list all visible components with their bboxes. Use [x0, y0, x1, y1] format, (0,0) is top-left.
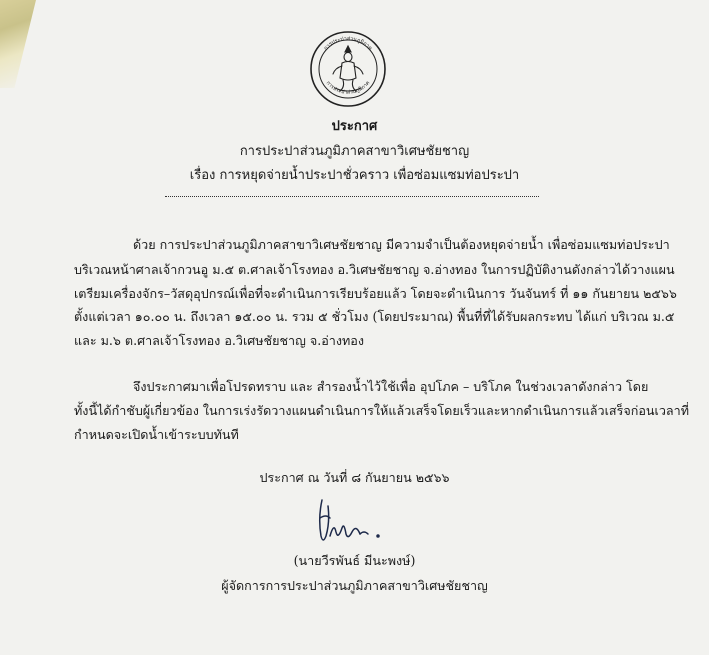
body-line: จึงประกาศมาเพื่อโปรดทราบ และ สำรองน้ำไว้ใช้เพื่อ อุปโภค – บริโภค ในช่วงเวลาดังกล่าว โดย: [133, 379, 649, 394]
announcement-subject: เรื่อง การหยุดจ่ายน้ำประปาชั่วคราว เพื่อซ่อมแซมท่อประปา: [189, 168, 520, 183]
body-line: บริเวณหน้าศาลเจ้ากวนอู ม.๕ ต.ศาลเจ้าโรงทอง อ.วิเศษชัยชาญ จ.อ่างทอง ในการปฏิบัติงานดังกล่าวได้วางแผน: [74, 262, 675, 277]
body-line: และ ม.๖ ต.ศาลเจ้าโรงทอง อ.วิเศษชัยชาญ จ.อ่างทอง: [74, 333, 365, 348]
organization-name: การประปาส่วนภูมิภาคสาขาวิเศษชัยชาญ: [239, 144, 470, 159]
body-line: ตั้งแต่เวลา ๑๐.๐๐ น. ถึงเวลา ๑๕.๐๐ น. รวม ๕ ชั่วโมง (โดยประมาณ) พื้นที่ที่ได้รับผลกระทบ ได้แก่ บริเวณ ม.๕: [74, 309, 675, 324]
announcement-date: ประกาศ ณ วันที่ ๘ กันยายน ๒๕๖๖: [259, 470, 450, 485]
signatory-position: ผู้จัดการการประปาส่วนภูมิภาคสาขาวิเศษชัยชาญ: [221, 578, 488, 593]
pwa-seal-emblem: [309, 30, 387, 108]
seal-text-top: การประปาส่วนภูมิภาค: [322, 35, 374, 52]
body-line: ทั้งนี้ได้กำชับผู้เกี่ยวข้อง ในการเร่งรัดวางแผนดำเนินการให้แล้วเสร็จโดยเร็วและหากดำเนินการแล้วเสร็จก่อนเวลาที่: [74, 403, 689, 418]
corner-decoration: [0, 0, 36, 88]
handwritten-signature: [308, 492, 404, 548]
announcement-title: ประกาศ: [331, 119, 378, 134]
seal-text-bottom: การประปาส่วนภูมิภาค: [324, 80, 372, 96]
signatory-name: (นายวีรพันธ์ มีนะพงษ์): [293, 553, 416, 568]
body-line: กำหนดจะเปิดน้ำเข้าระบบทันที: [74, 427, 239, 442]
dotted-divider: [165, 196, 539, 197]
body-line: เตรียมเครื่องจักร–วัสดุอุปกรณ์เพื่อที่จะดำเนินการเรียบร้อยแล้ว โดยจะดำเนินการ วันจันทร์ ที่ ๑๑ กันยายน ๒๕๖๖: [74, 286, 677, 301]
body-line: ด้วย การประปาส่วนภูมิภาคสาขาวิเศษชัยชาญ มีความจำเป็นต้องหยุดจ่ายน้ำ เพื่อซ่อมแซมท่อประปา: [133, 237, 670, 252]
